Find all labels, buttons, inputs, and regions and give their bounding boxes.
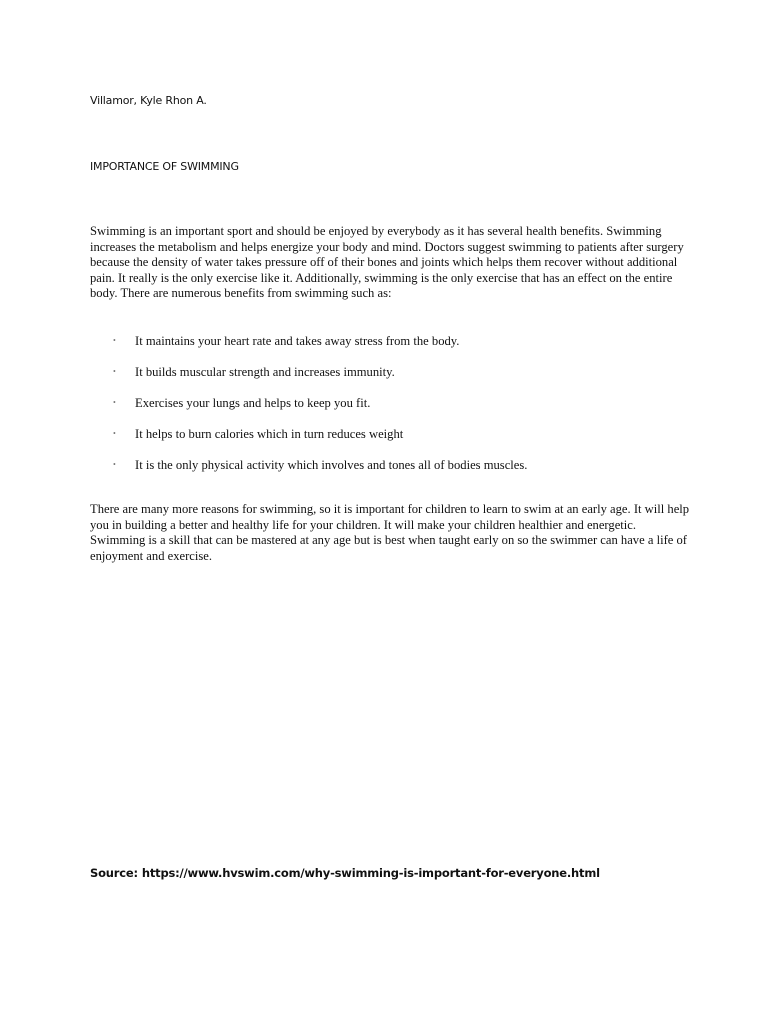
source-citation <box>90 866 600 880</box>
bullet-icon: • <box>113 429 116 438</box>
list-item <box>90 364 527 395</box>
author-name: Villamor, Kyle Rhon A. <box>90 94 207 107</box>
bullet-icon: • <box>113 367 116 376</box>
intro-paragraph: Swimming is an important sport and should be enjoyed by everybody as it has several health benefits. Swimming increases the metabolism and helps energize your body and mind. Doctors suggest swimming to patients after surgery because the density of water takes pressure off of their bones and joints which helps them recover without additional pain. It really is the only exercise like it. Additionally, swimming is the only exercise that has an effect on the entire body. There are numerous benefits from swimming such as: <box>90 224 684 300</box>
list-item <box>90 333 527 364</box>
list-item <box>90 395 527 426</box>
benefits-list <box>90 333 527 488</box>
benefit-text: It helps to burn calories which in turn reduces weight <box>135 427 404 441</box>
bullet-icon: • <box>113 398 116 407</box>
bullet-icon: • <box>113 460 116 469</box>
benefit-text: It builds muscular strength and increases immunity. <box>135 365 395 379</box>
bullet-icon: • <box>113 336 116 345</box>
conclusion-paragraph: There are many more reasons for swimming, so it is important for children to learn to swim at an early age. It will help you in building a better and healthy life for your children. It will make your children healthier and energetic. Swimming is a skill that can be mastered at any age but is best when taught early on so the swimmer can have a life of enjoyment and exercise. <box>90 502 690 563</box>
source-label: Source: <box>90 866 138 880</box>
list-item <box>90 426 527 457</box>
benefit-text: It maintains your heart rate and takes away stress from the body. <box>135 334 460 348</box>
source-url: https://www.hvswim.com/why-swimming-is-important-for-everyone.html <box>141 866 600 880</box>
benefit-text: Exercises your lungs and helps to keep you fit. <box>135 396 371 410</box>
benefit-text: It is the only physical activity which involves and tones all of bodies muscles. <box>135 458 528 472</box>
list-item <box>90 457 527 488</box>
document-title: IMPORTANCE OF SWIMMING <box>90 160 239 173</box>
